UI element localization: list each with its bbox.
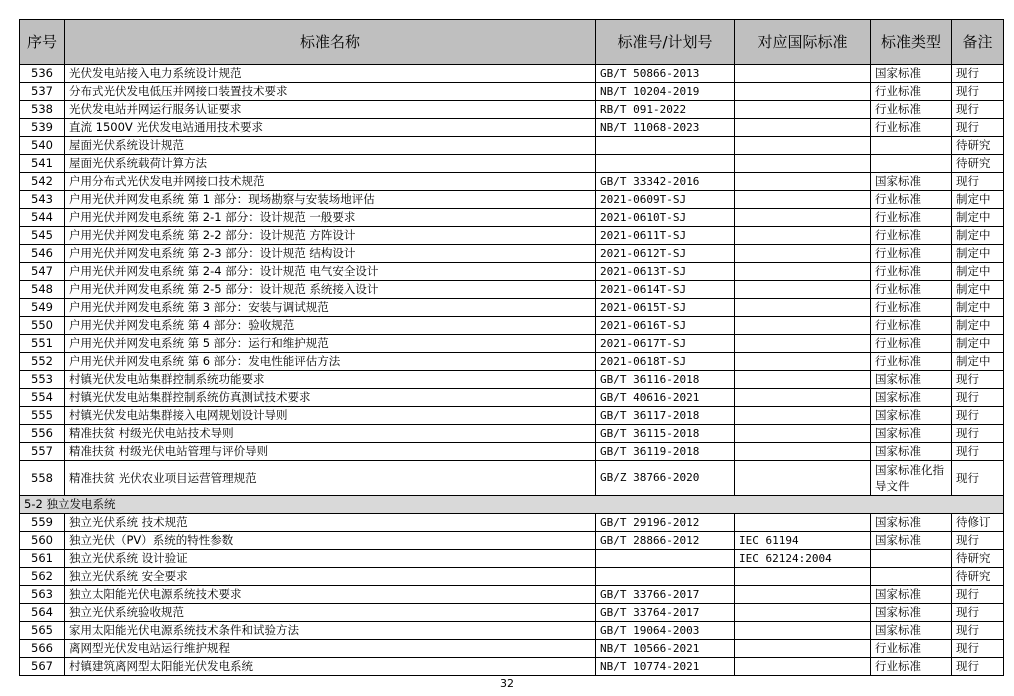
- cell-note: 现行: [952, 101, 1004, 119]
- cell-number: 2021-0609T-SJ: [596, 191, 735, 209]
- cell-seq: 545: [20, 227, 65, 245]
- cell-seq: 548: [20, 281, 65, 299]
- cell-seq: 542: [20, 173, 65, 191]
- cell-intl: [735, 568, 871, 586]
- table-row: [20, 568, 1004, 586]
- cell-name: 独立光伏系统 技术规范: [65, 514, 596, 532]
- cell-intl: [735, 245, 871, 263]
- cell-name: 户用分布式光伏发电并网接口技术规范: [65, 173, 596, 191]
- cell-intl: [735, 101, 871, 119]
- cell-number: 2021-0612T-SJ: [596, 245, 735, 263]
- cell-seq: 555: [20, 407, 65, 425]
- cell-name: 户用光伏并网发电系统 第 2-5 部分：设计规范 系统接入设计: [65, 281, 596, 299]
- cell-note: 现行: [952, 119, 1004, 137]
- cell-intl: [735, 604, 871, 622]
- table-row: [20, 604, 1004, 622]
- cell-name: 家用太阳能光伏电源系统技术条件和试验方法: [65, 622, 596, 640]
- cell-note: 现行: [952, 622, 1004, 640]
- cell-intl: [735, 586, 871, 604]
- cell-type: 国家标准: [871, 371, 952, 389]
- cell-type: 行业标准: [871, 263, 952, 281]
- cell-seq: 566: [20, 640, 65, 658]
- header-note: 备注: [952, 20, 1004, 65]
- table-row: [20, 640, 1004, 658]
- cell-intl: [735, 173, 871, 191]
- cell-seq: 552: [20, 353, 65, 371]
- cell-seq: 547: [20, 263, 65, 281]
- cell-note: 现行: [952, 389, 1004, 407]
- cell-intl: [735, 335, 871, 353]
- cell-number: GB/T 36119-2018: [596, 443, 735, 461]
- cell-type: 行业标准: [871, 245, 952, 263]
- cell-name: 独立光伏（PV）系统的特性参数: [65, 532, 596, 550]
- table-row: [20, 101, 1004, 119]
- cell-note: 制定中: [952, 335, 1004, 353]
- table-row: [20, 299, 1004, 317]
- table-row: [20, 173, 1004, 191]
- cell-seq: 544: [20, 209, 65, 227]
- cell-type: 行业标准: [871, 209, 952, 227]
- table-row: [20, 514, 1004, 532]
- table-row: [20, 353, 1004, 371]
- header-intl: 对应国际标准: [735, 20, 871, 65]
- cell-type: 国家标准: [871, 443, 952, 461]
- cell-intl: [735, 514, 871, 532]
- cell-intl: [735, 209, 871, 227]
- cell-type: 行业标准: [871, 191, 952, 209]
- cell-seq: 536: [20, 65, 65, 83]
- cell-intl: [735, 263, 871, 281]
- cell-intl: [735, 461, 871, 496]
- cell-number: GB/T 36115-2018: [596, 425, 735, 443]
- cell-type: 行业标准: [871, 335, 952, 353]
- table-row: [20, 622, 1004, 640]
- cell-note: 待研究: [952, 137, 1004, 155]
- cell-intl: [735, 622, 871, 640]
- cell-number: GB/T 36116-2018: [596, 371, 735, 389]
- table-row: [20, 227, 1004, 245]
- cell-note: 现行: [952, 83, 1004, 101]
- cell-intl: [735, 317, 871, 335]
- section-title: 5-2 独立发电系统: [20, 496, 1004, 514]
- cell-type: 行业标准: [871, 83, 952, 101]
- cell-seq: 560: [20, 532, 65, 550]
- cell-name: 独立太阳能光伏电源系统技术要求: [65, 586, 596, 604]
- cell-name: 直流 1500V 光伏发电站通用技术要求: [65, 119, 596, 137]
- cell-intl: [735, 299, 871, 317]
- cell-seq: 557: [20, 443, 65, 461]
- cell-seq: 561: [20, 550, 65, 568]
- cell-note: 现行: [952, 461, 1004, 496]
- cell-seq: 553: [20, 371, 65, 389]
- cell-note: 现行: [952, 407, 1004, 425]
- page-number: 32: [500, 677, 514, 690]
- cell-type: 国家标准: [871, 622, 952, 640]
- cell-note: 现行: [952, 371, 1004, 389]
- cell-number: GB/T 28866-2012: [596, 532, 735, 550]
- cell-note: 待研究: [952, 568, 1004, 586]
- cell-type: 国家标准: [871, 407, 952, 425]
- cell-seq: 556: [20, 425, 65, 443]
- table-header-row: [20, 20, 1004, 65]
- table-body: [20, 65, 1004, 676]
- cell-name: 精准扶贫 光伏农业项目运营管理规范: [65, 461, 596, 496]
- cell-number: GB/T 33764-2017: [596, 604, 735, 622]
- cell-intl: [735, 371, 871, 389]
- cell-number: GB/T 36117-2018: [596, 407, 735, 425]
- cell-name: 户用光伏并网发电系统 第 2-4 部分：设计规范 电气安全设计: [65, 263, 596, 281]
- table-row: [20, 83, 1004, 101]
- cell-name: 独立光伏系统 安全要求: [65, 568, 596, 586]
- cell-note: 制定中: [952, 353, 1004, 371]
- cell-seq: 538: [20, 101, 65, 119]
- cell-number: 2021-0618T-SJ: [596, 353, 735, 371]
- cell-intl: [735, 191, 871, 209]
- cell-type: 行业标准: [871, 317, 952, 335]
- cell-number: [596, 137, 735, 155]
- cell-seq: 562: [20, 568, 65, 586]
- cell-intl: [735, 137, 871, 155]
- cell-name: 村镇光伏发电站集群接入电网规划设计导则: [65, 407, 596, 425]
- cell-intl: [735, 119, 871, 137]
- cell-note: 待修订: [952, 514, 1004, 532]
- cell-number: NB/T 10774-2021: [596, 658, 735, 676]
- table-row: [20, 335, 1004, 353]
- cell-type: 国家标准: [871, 65, 952, 83]
- cell-seq: 551: [20, 335, 65, 353]
- cell-type: 国家标准: [871, 514, 952, 532]
- cell-number: 2021-0617T-SJ: [596, 335, 735, 353]
- cell-name: 屋面光伏系统设计规范: [65, 137, 596, 155]
- cell-seq: 540: [20, 137, 65, 155]
- table-row: [20, 65, 1004, 83]
- cell-note: 现行: [952, 658, 1004, 676]
- cell-name: 户用光伏并网发电系统 第 2-1 部分：设计规范 一般要求: [65, 209, 596, 227]
- table-row: [20, 586, 1004, 604]
- cell-note: 制定中: [952, 191, 1004, 209]
- cell-number: RB/T 091-2022: [596, 101, 735, 119]
- cell-type: [871, 155, 952, 173]
- cell-name: 独立光伏系统 设计验证: [65, 550, 596, 568]
- cell-seq: 550: [20, 317, 65, 335]
- cell-number: GB/Z 38766-2020: [596, 461, 735, 496]
- header-name: 标准名称: [65, 20, 596, 65]
- cell-note: 现行: [952, 425, 1004, 443]
- header-type: 标准类型: [871, 20, 952, 65]
- table-row: [20, 443, 1004, 461]
- cell-seq: 539: [20, 119, 65, 137]
- cell-intl: [735, 65, 871, 83]
- cell-type: [871, 568, 952, 586]
- table-row: [20, 119, 1004, 137]
- cell-intl: [735, 407, 871, 425]
- cell-number: NB/T 11068-2023: [596, 119, 735, 137]
- cell-number: [596, 550, 735, 568]
- cell-name: 精准扶贫 村级光伏电站管理与评价导则: [65, 443, 596, 461]
- cell-number: 2021-0610T-SJ: [596, 209, 735, 227]
- cell-type: 行业标准: [871, 658, 952, 676]
- cell-intl: [735, 353, 871, 371]
- cell-name: 屋面光伏系统载荷计算方法: [65, 155, 596, 173]
- cell-note: 制定中: [952, 227, 1004, 245]
- cell-seq: 564: [20, 604, 65, 622]
- cell-name: 分布式光伏发电低压并网接口装置技术要求: [65, 83, 596, 101]
- cell-number: GB/T 40616-2021: [596, 389, 735, 407]
- cell-number: GB/T 33766-2017: [596, 586, 735, 604]
- cell-intl: [735, 281, 871, 299]
- cell-type: 行业标准: [871, 119, 952, 137]
- cell-type: 行业标准: [871, 640, 952, 658]
- cell-type: 国家标准: [871, 586, 952, 604]
- cell-number: 2021-0614T-SJ: [596, 281, 735, 299]
- cell-name: 户用光伏并网发电系统 第 1 部分：现场勘察与安装场地评估: [65, 191, 596, 209]
- cell-number: [596, 568, 735, 586]
- cell-intl: [735, 83, 871, 101]
- cell-note: 现行: [952, 65, 1004, 83]
- cell-name: 户用光伏并网发电系统 第 2-2 部分：设计规范 方阵设计: [65, 227, 596, 245]
- cell-name: 户用光伏并网发电系统 第 3 部分：安装与调试规范: [65, 299, 596, 317]
- cell-seq: 559: [20, 514, 65, 532]
- cell-type: 行业标准: [871, 281, 952, 299]
- table-row: [20, 137, 1004, 155]
- cell-intl: [735, 443, 871, 461]
- cell-intl: IEC 61194: [735, 532, 871, 550]
- table-row: [20, 263, 1004, 281]
- table-row: [20, 407, 1004, 425]
- cell-name: 村镇建筑离网型太阳能光伏发电系统: [65, 658, 596, 676]
- cell-note: 现行: [952, 532, 1004, 550]
- cell-type: 国家标准化指导文件: [871, 461, 952, 496]
- cell-type: 国家标准: [871, 389, 952, 407]
- cell-note: 待研究: [952, 155, 1004, 173]
- cell-seq: 546: [20, 245, 65, 263]
- cell-seq: 537: [20, 83, 65, 101]
- cell-seq: 543: [20, 191, 65, 209]
- cell-note: 待研究: [952, 550, 1004, 568]
- cell-intl: [735, 658, 871, 676]
- cell-intl: [735, 425, 871, 443]
- cell-intl: [735, 155, 871, 173]
- table-row: [20, 461, 1004, 496]
- cell-number: 2021-0611T-SJ: [596, 227, 735, 245]
- cell-note: 现行: [952, 604, 1004, 622]
- table-row: [20, 658, 1004, 676]
- cell-name: 光伏发电站并网运行服务认证要求: [65, 101, 596, 119]
- cell-name: 离网型光伏发电站运行维护规程: [65, 640, 596, 658]
- cell-number: 2021-0613T-SJ: [596, 263, 735, 281]
- cell-number: GB/T 29196-2012: [596, 514, 735, 532]
- cell-name: 村镇光伏发电站集群控制系统功能要求: [65, 371, 596, 389]
- cell-number: 2021-0615T-SJ: [596, 299, 735, 317]
- cell-intl: [735, 227, 871, 245]
- table-row: [20, 532, 1004, 550]
- cell-type: 国家标准: [871, 604, 952, 622]
- table-row: [20, 281, 1004, 299]
- cell-type: [871, 137, 952, 155]
- cell-type: 行业标准: [871, 353, 952, 371]
- header-seq: 序号: [20, 20, 65, 65]
- cell-note: 现行: [952, 586, 1004, 604]
- table-row: [20, 317, 1004, 335]
- table-row: [20, 371, 1004, 389]
- header-number: 标准号/计划号: [596, 20, 735, 65]
- section-row: [20, 496, 1004, 514]
- cell-note: 制定中: [952, 209, 1004, 227]
- cell-note: 现行: [952, 443, 1004, 461]
- cell-number: GB/T 19064-2003: [596, 622, 735, 640]
- table-row: [20, 425, 1004, 443]
- standards-table: [19, 19, 1004, 676]
- cell-seq: 558: [20, 461, 65, 496]
- table-row: [20, 389, 1004, 407]
- table-row: [20, 209, 1004, 227]
- cell-seq: 567: [20, 658, 65, 676]
- cell-note: 制定中: [952, 299, 1004, 317]
- cell-type: [871, 550, 952, 568]
- cell-name: 户用光伏并网发电系统 第 4 部分：验收规范: [65, 317, 596, 335]
- cell-seq: 549: [20, 299, 65, 317]
- cell-intl: [735, 640, 871, 658]
- cell-intl: [735, 389, 871, 407]
- cell-number: 2021-0616T-SJ: [596, 317, 735, 335]
- table-row: [20, 245, 1004, 263]
- cell-type: 国家标准: [871, 532, 952, 550]
- cell-name: 独立光伏系统验收规范: [65, 604, 596, 622]
- cell-type: 国家标准: [871, 425, 952, 443]
- cell-seq: 554: [20, 389, 65, 407]
- cell-name: 户用光伏并网发电系统 第 5 部分：运行和维护规范: [65, 335, 596, 353]
- cell-name: 户用光伏并网发电系统 第 6 部分：发电性能评估方法: [65, 353, 596, 371]
- table-row: [20, 550, 1004, 568]
- cell-name: 户用光伏并网发电系统 第 2-3 部分：设计规范 结构设计: [65, 245, 596, 263]
- cell-note: 制定中: [952, 317, 1004, 335]
- cell-note: 现行: [952, 173, 1004, 191]
- cell-seq: 563: [20, 586, 65, 604]
- cell-type: 行业标准: [871, 227, 952, 245]
- cell-seq: 541: [20, 155, 65, 173]
- cell-note: 制定中: [952, 245, 1004, 263]
- cell-name: 光伏发电站接入电力系统设计规范: [65, 65, 596, 83]
- cell-number: NB/T 10566-2021: [596, 640, 735, 658]
- cell-type: 行业标准: [871, 299, 952, 317]
- cell-note: 现行: [952, 640, 1004, 658]
- cell-type: 国家标准: [871, 173, 952, 191]
- cell-number: [596, 155, 735, 173]
- cell-note: 制定中: [952, 281, 1004, 299]
- table-row: [20, 191, 1004, 209]
- cell-number: NB/T 10204-2019: [596, 83, 735, 101]
- cell-number: GB/T 33342-2016: [596, 173, 735, 191]
- cell-number: GB/T 50866-2013: [596, 65, 735, 83]
- cell-name: 精准扶贫 村级光伏电站技术导则: [65, 425, 596, 443]
- cell-note: 制定中: [952, 263, 1004, 281]
- cell-name: 村镇光伏发电站集群控制系统仿真测试技术要求: [65, 389, 596, 407]
- cell-intl: IEC 62124:2004: [735, 550, 871, 568]
- cell-type: 行业标准: [871, 101, 952, 119]
- standards-table-container: [19, 19, 1003, 676]
- cell-seq: 565: [20, 622, 65, 640]
- table-row: [20, 155, 1004, 173]
